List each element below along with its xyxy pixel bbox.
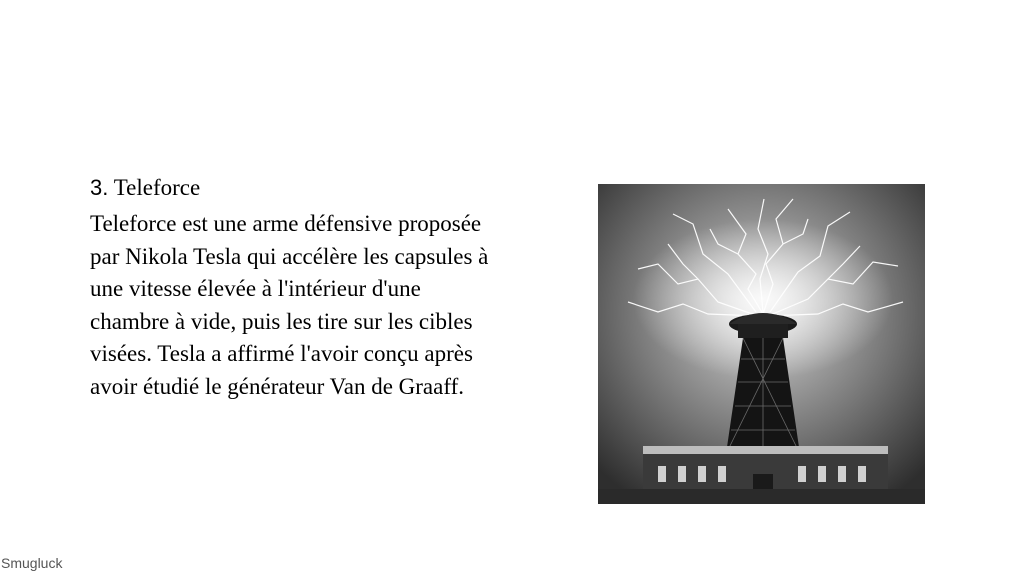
slide-heading: [90, 172, 490, 204]
text-block: [90, 172, 490, 403]
heading-title: Teleforce: [113, 175, 201, 200]
heading-number: 3.: [90, 175, 109, 200]
tower-photo: [598, 184, 925, 504]
footer-watermark: Smugluck: [1, 555, 63, 571]
tower-illustration: [598, 184, 925, 504]
slide-paragraph: Teleforce est une arme défensive proposée par Nikola Tesla qui accélère les capsules à une vitesse élevée à l'intérieur d'une chambre à vide, puis les tire sur les cibles visées. Tesla a affirmé l'avoir conçu après avoir étudié le générateur Van de Graaff.: [90, 211, 489, 399]
